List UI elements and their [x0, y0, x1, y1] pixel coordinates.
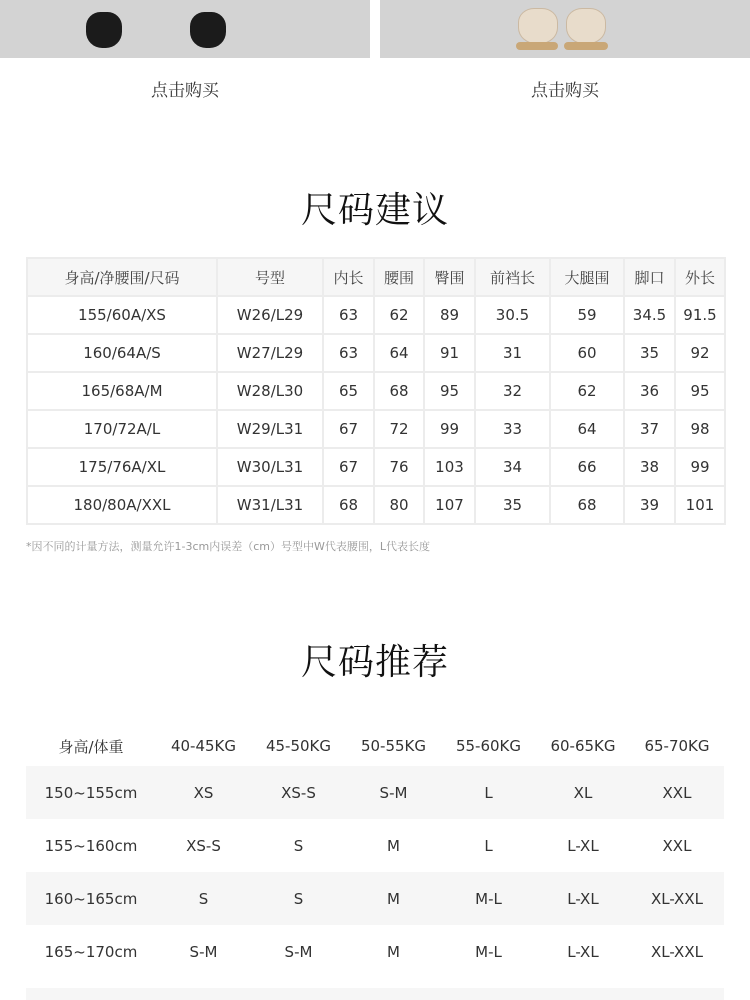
- table-cell: XS-S: [251, 766, 346, 819]
- table-cell: 59: [550, 296, 624, 334]
- table-cell: 95: [424, 372, 475, 410]
- table-cell: S: [293, 836, 304, 855]
- table-cell: 99: [424, 410, 475, 448]
- size-chart-table: [26, 257, 726, 525]
- table-cell: 32: [475, 372, 550, 410]
- header-cell: 60-65KG: [550, 737, 616, 755]
- table-row: [27, 410, 725, 448]
- table-cell: 101: [675, 486, 725, 524]
- header-cell: 65-70KG: [644, 737, 710, 755]
- table-cell: W27/L29: [217, 334, 323, 372]
- table-cell: 68: [550, 486, 624, 524]
- sneaker-sole-left: [516, 42, 558, 50]
- header-cell: 腰围: [374, 258, 424, 296]
- header-cell: 外长: [675, 258, 725, 296]
- table-cell: 67: [323, 410, 374, 448]
- header-cell: 身高/净腰围/尺码: [27, 258, 217, 296]
- header-cell: 内长: [323, 258, 374, 296]
- table-cell: 66: [550, 448, 624, 486]
- header-cell: 臀围: [424, 258, 475, 296]
- table-cell: S-M: [189, 942, 218, 961]
- table-row: [27, 334, 725, 372]
- table-cell: 80: [374, 486, 424, 524]
- table-row: [26, 925, 724, 978]
- table-cell: XXL: [662, 836, 692, 855]
- recommend-header-row: [26, 726, 724, 766]
- table-cell: XS: [156, 766, 251, 819]
- table-cell: 68: [374, 372, 424, 410]
- table-cell: W28/L30: [217, 372, 323, 410]
- table-cell: 67: [323, 448, 374, 486]
- table-cell: 35: [624, 334, 675, 372]
- table-cell: 160/64A/S: [27, 334, 217, 372]
- table-cell: 64: [550, 410, 624, 448]
- header-cell: 55-60KG: [455, 737, 522, 755]
- table-cell: 155/60A/XS: [27, 296, 217, 334]
- table-cell: M: [387, 942, 400, 961]
- table-cell: 89: [424, 296, 475, 334]
- table-cell: XXL: [630, 766, 724, 819]
- table-cell: 68: [323, 486, 374, 524]
- header-cell: 50-55KG: [360, 737, 427, 755]
- table-row: [26, 766, 724, 819]
- table-cell: 155~160cm: [44, 836, 138, 855]
- size-suggestion-title: 尺码建议: [300, 190, 449, 231]
- table-cell: S: [156, 872, 251, 925]
- table-cell: 165/68A/M: [27, 372, 217, 410]
- table-cell: 165~170cm: [44, 942, 138, 961]
- table-cell: 34.5: [624, 296, 675, 334]
- table-row: [27, 486, 725, 524]
- loafer-shoe-right: [190, 12, 226, 48]
- table-cell: 160~165cm: [26, 872, 156, 925]
- table-cell: 180/80A/XXL: [27, 486, 217, 524]
- table-cell: 107: [424, 486, 475, 524]
- table-cell: 98: [675, 410, 725, 448]
- table-cell: L: [484, 836, 493, 855]
- table-cell: 91: [424, 334, 475, 372]
- table-cell: M-L: [441, 872, 536, 925]
- table-cell: 92: [675, 334, 725, 372]
- table-cell: 33: [475, 410, 550, 448]
- table-cell: L-XL: [536, 872, 630, 925]
- table-cell: XL-XXL: [630, 872, 724, 925]
- product-image-sneakers[interactable]: [380, 0, 750, 58]
- size-chart-header-row: [27, 258, 725, 296]
- table-cell: 72: [374, 410, 424, 448]
- table-row: [27, 372, 725, 410]
- table-cell: 31: [475, 334, 550, 372]
- table-cell: L-XL: [567, 836, 599, 855]
- header-cell: 脚口: [624, 258, 675, 296]
- sneaker-shoe-right: [566, 8, 606, 44]
- table-cell: M: [346, 872, 441, 925]
- table-row: [26, 819, 724, 872]
- buy-link-right[interactable]: 点击购买: [531, 81, 599, 101]
- header-cell: 身高/体重: [58, 737, 124, 756]
- table-cell: 103: [424, 448, 475, 486]
- table-cell: W30/L31: [217, 448, 323, 486]
- table-cell: 60: [550, 334, 624, 372]
- table-cell: 76: [374, 448, 424, 486]
- table-cell: S: [251, 872, 346, 925]
- table-cell: W29/L31: [217, 410, 323, 448]
- table-cell: 175/76A/XL: [27, 448, 217, 486]
- table-cell: L: [441, 766, 536, 819]
- table-cell: 63: [323, 296, 374, 334]
- table-cell: 63: [323, 334, 374, 372]
- loafer-shoe-left: [86, 12, 122, 48]
- table-cell: 36: [624, 372, 675, 410]
- table-cell: W31/L31: [217, 486, 323, 524]
- table-cell: XL: [536, 766, 630, 819]
- table-cell: S-M: [346, 766, 441, 819]
- size-recommend-title: 尺码推荐: [300, 642, 449, 683]
- table-cell: S-M: [284, 942, 313, 961]
- table-cell: 35: [475, 486, 550, 524]
- table-cell: M: [387, 836, 400, 855]
- table-cell: 65: [323, 372, 374, 410]
- measurement-note: *因不同的计量方法，测量允许1-3cm内误差（cm）号型中W代表腰围，L代表长度: [26, 540, 430, 553]
- table-cell: 34: [475, 448, 550, 486]
- buy-link-left[interactable]: 点击购买: [151, 81, 219, 101]
- size-recommend-table: [26, 726, 724, 978]
- product-image-loafers[interactable]: [0, 0, 370, 58]
- header-cell: 45-50KG: [265, 737, 332, 755]
- table-row: [27, 448, 725, 486]
- table-row: [26, 872, 724, 925]
- header-cell: 40-45KG: [170, 737, 237, 755]
- table-cell: 150~155cm: [26, 766, 156, 819]
- table-cell: 39: [624, 486, 675, 524]
- table-cell: 38: [624, 448, 675, 486]
- table-cell: W26/L29: [217, 296, 323, 334]
- header-cell: 大腿围: [550, 258, 624, 296]
- table-cell: 64: [374, 334, 424, 372]
- table-cell: 99: [675, 448, 725, 486]
- table-cell: 62: [374, 296, 424, 334]
- table-cell: 37: [624, 410, 675, 448]
- table-cell: M-L: [475, 942, 502, 961]
- table-cell: 95: [675, 372, 725, 410]
- table-cell: XS-S: [186, 836, 221, 855]
- table-cell: 62: [550, 372, 624, 410]
- table-row: [27, 296, 725, 334]
- table-cell: 170/72A/L: [27, 410, 217, 448]
- table-cell: L-XL: [567, 942, 599, 961]
- header-cell: 号型: [217, 258, 323, 296]
- sneaker-shoe-left: [518, 8, 558, 44]
- table-cell: XL-XXL: [651, 942, 703, 961]
- header-cell: 前裆长: [475, 258, 550, 296]
- next-row-strip: [26, 988, 724, 1000]
- table-cell: 30.5: [475, 296, 550, 334]
- table-cell: 91.5: [675, 296, 725, 334]
- sneaker-sole-right: [564, 42, 608, 50]
